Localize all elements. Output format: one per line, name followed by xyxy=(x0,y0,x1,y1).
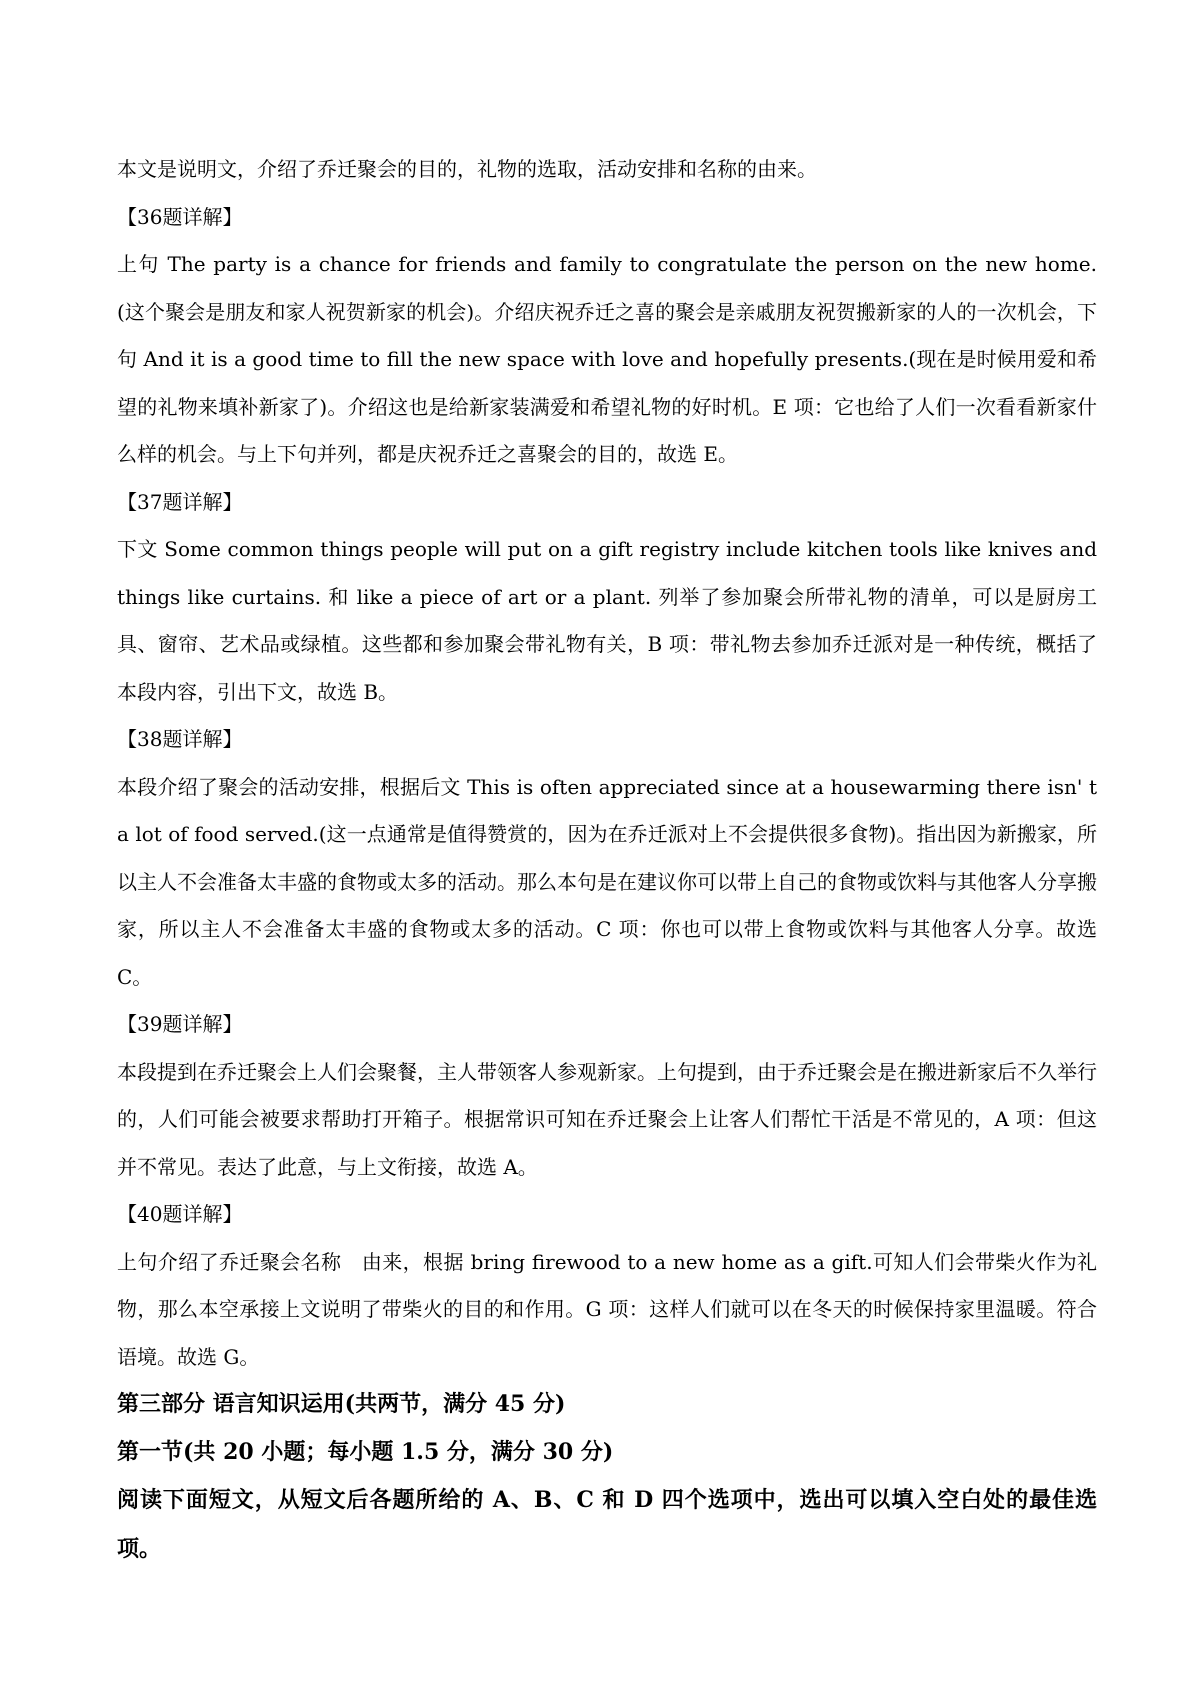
q38-explanation: 本段介绍了聚会的活动安排，根据后文 This is often appreciated since at a housewarming there isn' t a lot of food served.(这一点通常是值得赞赏的，因为在乔迁派对上不会提供很多食物)。指出因为新搬家，所以主人不会准备太丰盛的食物或太多的活动。那么本句是在建议你可以带上自己的食物或饮料与其他客人分享搬家，所以主人不会准备太丰盛的食物或太多的活动。C 项：你也可以带上食物或饮料与其他客人分享。故选 C。 xyxy=(117,774,1097,989)
q39-explanation: 本段提到在乔迁聚会上人们会聚餐，主人带领客人参观新家。上句提到，由于乔迁聚会是在搬进新家后不久举行的，人们可能会被要求帮助打开箱子。根据常识可知在乔迁聚会上让客人们帮忙干活是不常见的，A 项：但这并不常见。表达了此意，与上文衔接，故选 A。 xyxy=(117,1059,1097,1179)
part3-instruction: 阅读下面短文，从短文后各题所给的 A、B、C 和 D 四个选项中，选出可以填入空白处的最佳选项。 xyxy=(117,1487,1097,1562)
part3-title: 第三部分 语言知识运用(共两节，满分 45 分) xyxy=(117,1391,566,1417)
document-page xyxy=(117,146,1097,1574)
q39-heading: 【39题详解】 xyxy=(117,1012,243,1036)
q36-explanation: 上句 The party is a chance for friends and family to congratulate the person on the new home.(这个聚会是朋友和家人祝贺新家的机会)。介绍庆祝乔迁之喜的聚会是亲戚朋友祝贺搬新家的人的一次机会，下句 And it is a good time to fill the new space with love and hopefully presents.(现在是时候用爱和希望的礼物来填补新家了)。介绍这也是给新家装满爱和希望礼物的好时机。E 项：它也给了人们一次看看新家什么样的机会。与上下句并列，都是庆祝乔迁之喜聚会的目的，故选 E。 xyxy=(117,252,1097,466)
q40-heading: 【40题详解】 xyxy=(117,1202,243,1226)
q37-explanation: 下文 Some common things people will put on a gift registry include kitchen tools like knives and things like curtains. 和 like a piece of art or a plant. 列举了参加聚会所带礼物的清单，可以是厨房工具、窗帘、艺术品或绿植。这些都和参加聚会带礼物有关，B 项：带礼物去参加乔迁派对是一种传统，概括了本段内容，引出下文，故选 B。 xyxy=(117,537,1097,704)
passage-summary: 本文是说明文，介绍了乔迁聚会的目的，礼物的选取，活动安排和名称的由来。 xyxy=(117,157,817,181)
q40-explanation: 上句介绍了乔迁聚会名称 由来，根据 bring firewood to a new home as a gift.可知人们会带柴火作为礼物，那么本空承接上文说明了带柴火的目的和作用。G 项：这样人们就可以在冬天的时候保持家里温暖。符合语境。故选 G。 xyxy=(117,1249,1097,1369)
q37-heading: 【37题详解】 xyxy=(117,489,243,514)
part3-section1-title: 第一节(共 20 小题；每小题 1.5 分，满分 30 分) xyxy=(117,1438,614,1465)
q38-heading: 【38题详解】 xyxy=(117,727,243,751)
q36-heading: 【36题详解】 xyxy=(117,204,243,229)
